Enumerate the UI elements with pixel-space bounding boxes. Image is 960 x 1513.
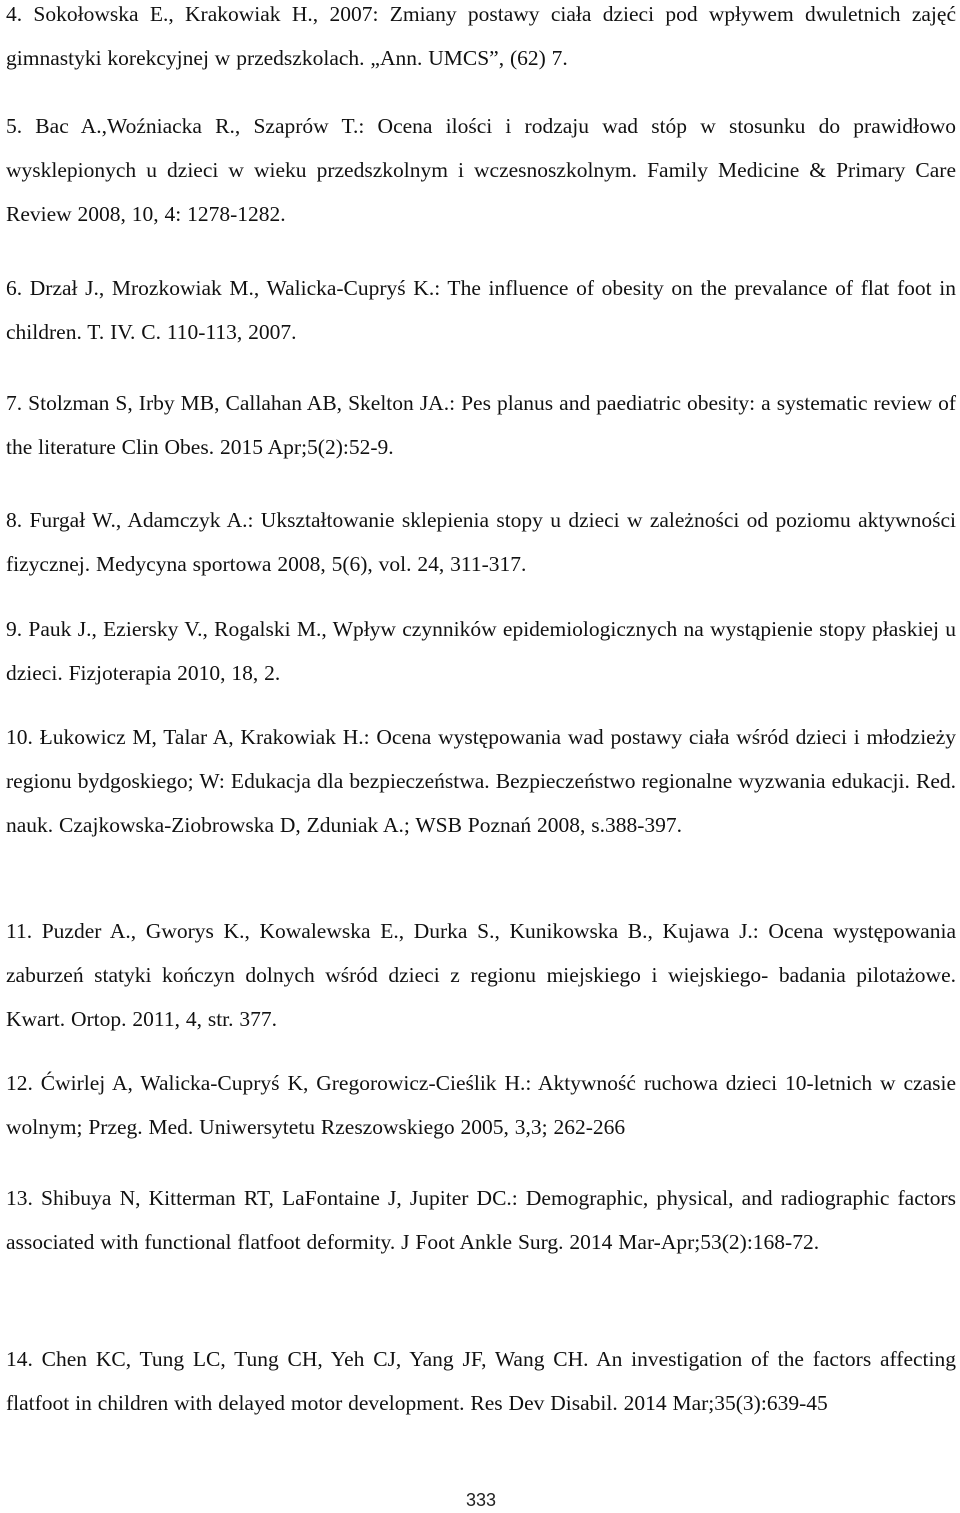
reference-11: 11. Puzder A., Gworys K., Kowalewska E., Durka S., Kunikowska B., Kujawa J.: Ocena występowania zaburzeń statyki kończyn dolnych wśród dzieci z regionu miejskiego i wiejskiego- badania pilotażowe. Kwart. Ortop. 2011, 4, str. 377.	[6, 919, 956, 1031]
page-number: 333	[465, 1490, 497, 1510]
reference-7: 7. Stolzman S, Irby MB, Callahan AB, Skelton JA.: Pes planus and paediatric obesity: a systematic review of the literature Clin Obes. 2015 Apr;5(2):52-9.	[6, 391, 956, 459]
document-page	[6, 0, 956, 1513]
reference-6: 6. Drzał J., Mrozkowiak M., Walicka-Cupryś K.: The influence of obesity on the prevalance of flat foot in children. T. IV. C. 110-113, 2007.	[6, 276, 956, 344]
reference-13: 13. Shibuya N, Kitterman RT, LaFontaine J, Jupiter DC.: Demographic, physical, and radiographic factors associated with functional flatfoot deformity. J Foot Ankle Surg. 2014 Mar-Apr;53(2):168-72.	[6, 1186, 956, 1254]
reference-10: 10. Łukowicz M, Talar A, Krakowiak H.: Ocena występowania wad postawy ciała wśród dzieci i młodzieży regionu bydgoskiego; W: Edukacja dla bezpieczeństwa. Bezpieczeństwo regionalne wyzwania edukacji. Red. nauk. Czajkowska-Ziobrowska D, Zduniak A.; WSB Poznań 2008, s.388-397.	[6, 725, 956, 837]
reference-12: 12. Ćwirlej A, Walicka-Cupryś K, Gregorowicz-Cieślik H.: Aktywność ruchowa dzieci 10-letnich w czasie wolnym; Przeg. Med. Uniwersytetu Rzeszowskiego 2005, 3,3; 262-266	[6, 1071, 956, 1139]
reference-4: 4. Sokołowska E., Krakowiak H., 2007: Zmiany postawy ciała dzieci pod wpływem dwuletnich zajęć gimnastyki korekcyjnej w przedszkolach. „Ann. UMCS”, (62) 7.	[6, 2, 956, 70]
reference-8: 8. Furgał W., Adamczyk A.: Ukształtowanie sklepienia stopy u dzieci w zależności od poziomu aktywności fizycznej. Medycyna sportowa 2008, 5(6), vol. 24, 311-317.	[6, 508, 956, 576]
reference-9: 9. Pauk J., Eziersky V., Rogalski M., Wpływ czynników epidemiologicznych na wystąpienie stopy płaskiej u dzieci. Fizjoterapia 2010, 18, 2.	[6, 617, 956, 685]
reference-14: 14. Chen KC, Tung LC, Tung CH, Yeh CJ, Yang JF, Wang CH. An investigation of the factors affecting flatfoot in children with delayed motor development. Res Dev Disabil. 2014 Mar;35(3):639-45	[6, 1347, 956, 1415]
reference-5: 5. Bac A.,Woźniacka R., Szaprów T.: Ocena ilości i rodzaju wad stóp w stosunku do prawidłowo wysklepionych u dzieci w wieku przedszkolnym i wczesnoszkolnym. Family Medicine & Primary Care Review 2008, 10, 4: 1278-1282.	[6, 114, 956, 226]
